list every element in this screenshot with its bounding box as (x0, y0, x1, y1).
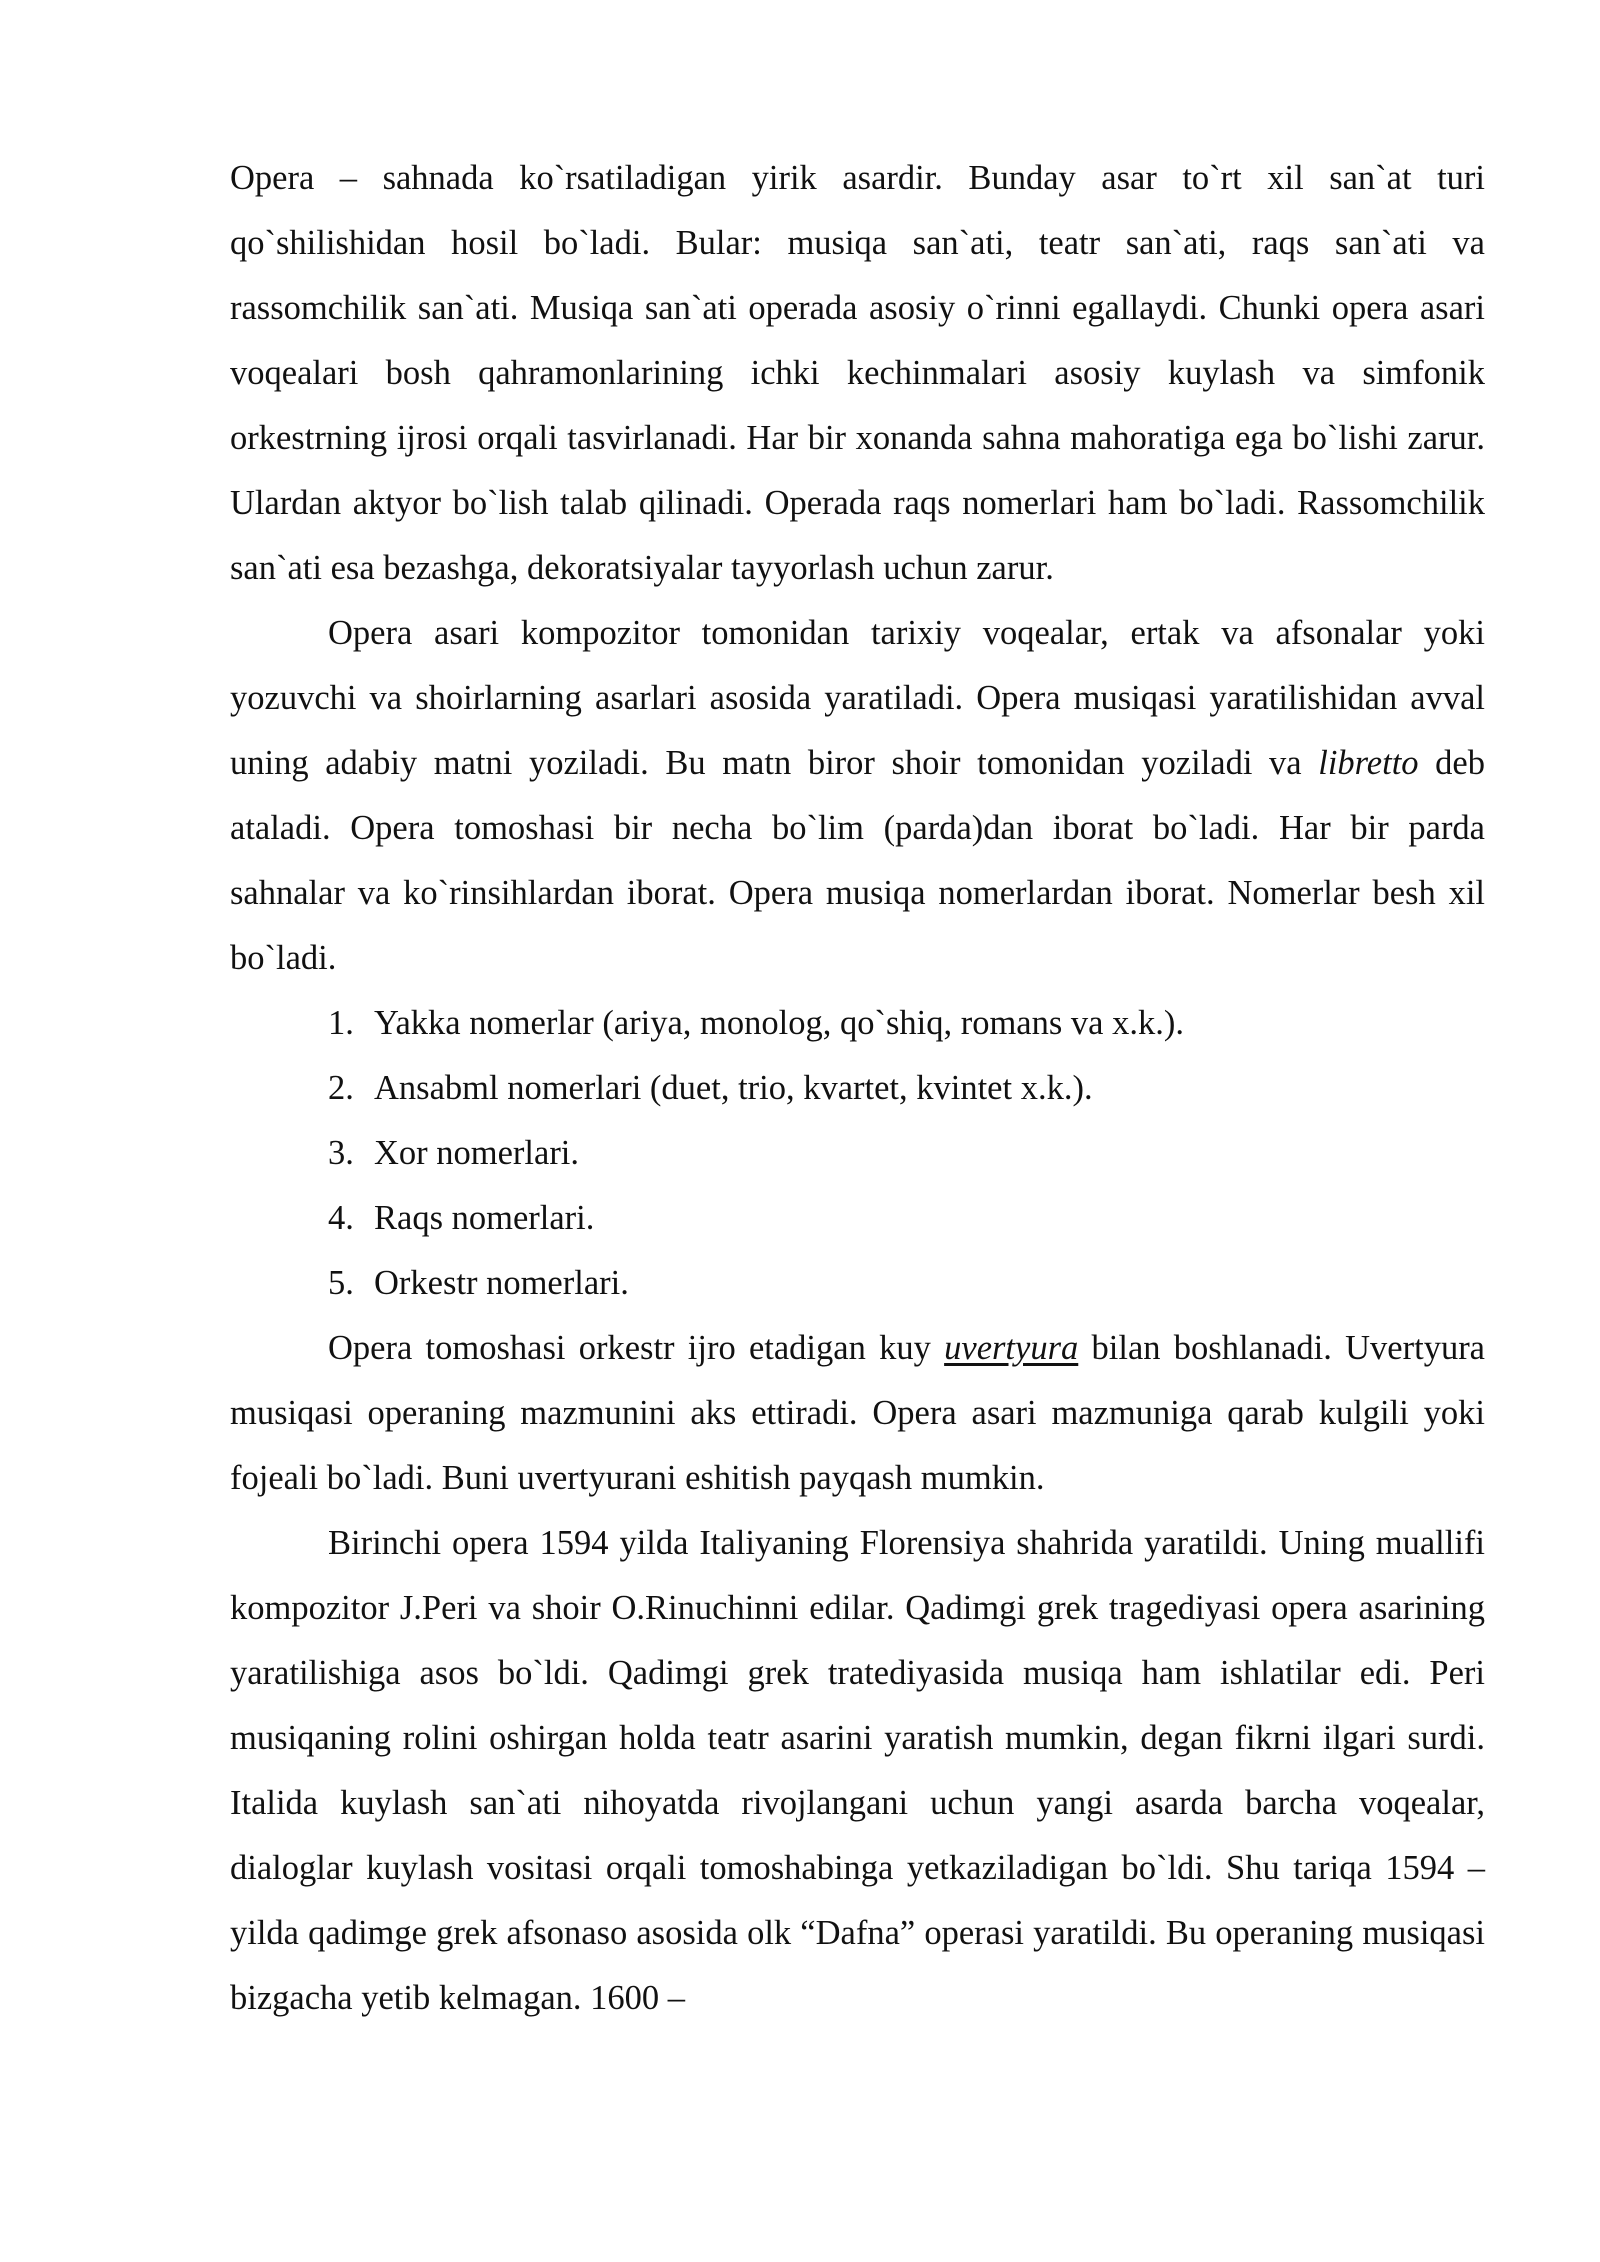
list-item-text: Xor nomerlari. (374, 1134, 580, 1172)
list-item-text: Yakka nomerlar (ariya, monolog, qo`shiq, romans va x.k.). (374, 1004, 1184, 1042)
paragraph-libretto-part-b: deb ataladi. Opera tomoshasi bir necha bo`lim (parda)dan iborat bo`ladi. Har bir parda sahnalar va ko`rinsihlardan iborat. Opera musiqa nomerlardan iborat. Nomerlar besh xil bo`ladi. (230, 744, 1485, 977)
list-item-number: 2. (328, 1069, 354, 1107)
paragraph-uvertyura (230, 1316, 1485, 1511)
list-item (230, 991, 1485, 1056)
list-item-number: 1. (328, 1004, 354, 1042)
paragraph-libretto-part-a: Opera asari kompozitor tomonidan tarixiy voqealar, ertak va afsonalar yoki yozuvchi va shoirlarning asarlari asosida yaratiladi. Opera musiqasi yaratilishidan avval uning adabiy matni yoziladi. Bu matn biror shoir tomonidan yoziladi va (230, 614, 1485, 782)
document-page (230, 146, 1485, 2031)
paragraph-libretto (230, 601, 1485, 991)
list-item-number: 4. (328, 1199, 354, 1237)
list-item-number: 5. (328, 1264, 354, 1302)
paragraph-opera-definition: Opera – sahnada ko`rsatiladigan yirik asardir. Bunday asar to`rt xil san`at turi qo`shilishidan hosil bo`ladi. Bular: musiqa san`ati, teatr san`ati, raqs san`ati va rassomchilik san`ati. Musiqa san`ati operada asosiy o`rinni egallaydi. Chunki opera asari voqealari bosh qahramonlarining ichki kechinmalari asosiy kuylash va simfonik orkestrning ijrosi orqali tasvirlanadi. Har bir xonanda sahna mahoratiga ega bo`lishi zarur. Ulardan aktyor bo`lish talab qilinadi. Operada raqs nomerlari ham bo`ladi. Rassomchilik san`ati esa bezashga, dekoratsiyalar tayyorlash uchun zarur. (230, 159, 1485, 587)
list-item (230, 1121, 1485, 1186)
list-item-text: Orkestr nomerlari. (374, 1264, 629, 1302)
term-libretto: libretto (1318, 744, 1419, 782)
list-item-number: 3. (328, 1134, 354, 1172)
list-item (230, 1186, 1485, 1251)
term-uvertyura: uvertyura (944, 1329, 1079, 1367)
list-item-text: Raqs nomerlari. (374, 1199, 595, 1237)
number-types-list (230, 991, 1485, 1316)
paragraph-first-opera: Birinchi opera 1594 yilda Italiyaning Florensiya shahrida yaratildi. Uning muallifi kompozitor J.Peri va shoir O.Rinuchinni edilar. Qadimgi grek tragediyasi opera asarining yaratilishiga asos bo`ldi. Qadimgi grek tratediyasida musiqa ham ishlatilar edi. Peri musiqaning rolini oshirgan holda teatr asarini yaratish mumkin, degan fikrni ilgari surdi. Italida kuylash san`ati nihoyatda rivojlangani uchun yangi asarda barcha voqealar, dialoglar kuylash vositasi orqali tomoshabinga yetkaziladigan bo`ldi. Shu tariqa 1594 – yilda qadimge grek afsonaso asosida olk “Dafna” operasi yaratildi. Bu operaning musiqasi bizgacha yetib kelmagan. 1600 – (230, 1524, 1485, 2017)
list-item (230, 1251, 1485, 1316)
paragraph-uvertyura-part-a: Opera tomoshasi orkestr ijro etadigan kuy (328, 1329, 945, 1367)
list-item (230, 1056, 1485, 1121)
list-item-text: Ansabml nomerlari (duet, trio, kvartet, kvintet x.k.). (374, 1069, 1093, 1107)
paragraph-uvertyura-part-b: bilan boshlanadi. Uvertyura musiqasi operaning mazmunini aks ettiradi. Opera asari mazmuniga qarab kulgili yoki fojeali bo`ladi. Buni uvertyurani eshitish payqash mumkin. (230, 1329, 1485, 1497)
